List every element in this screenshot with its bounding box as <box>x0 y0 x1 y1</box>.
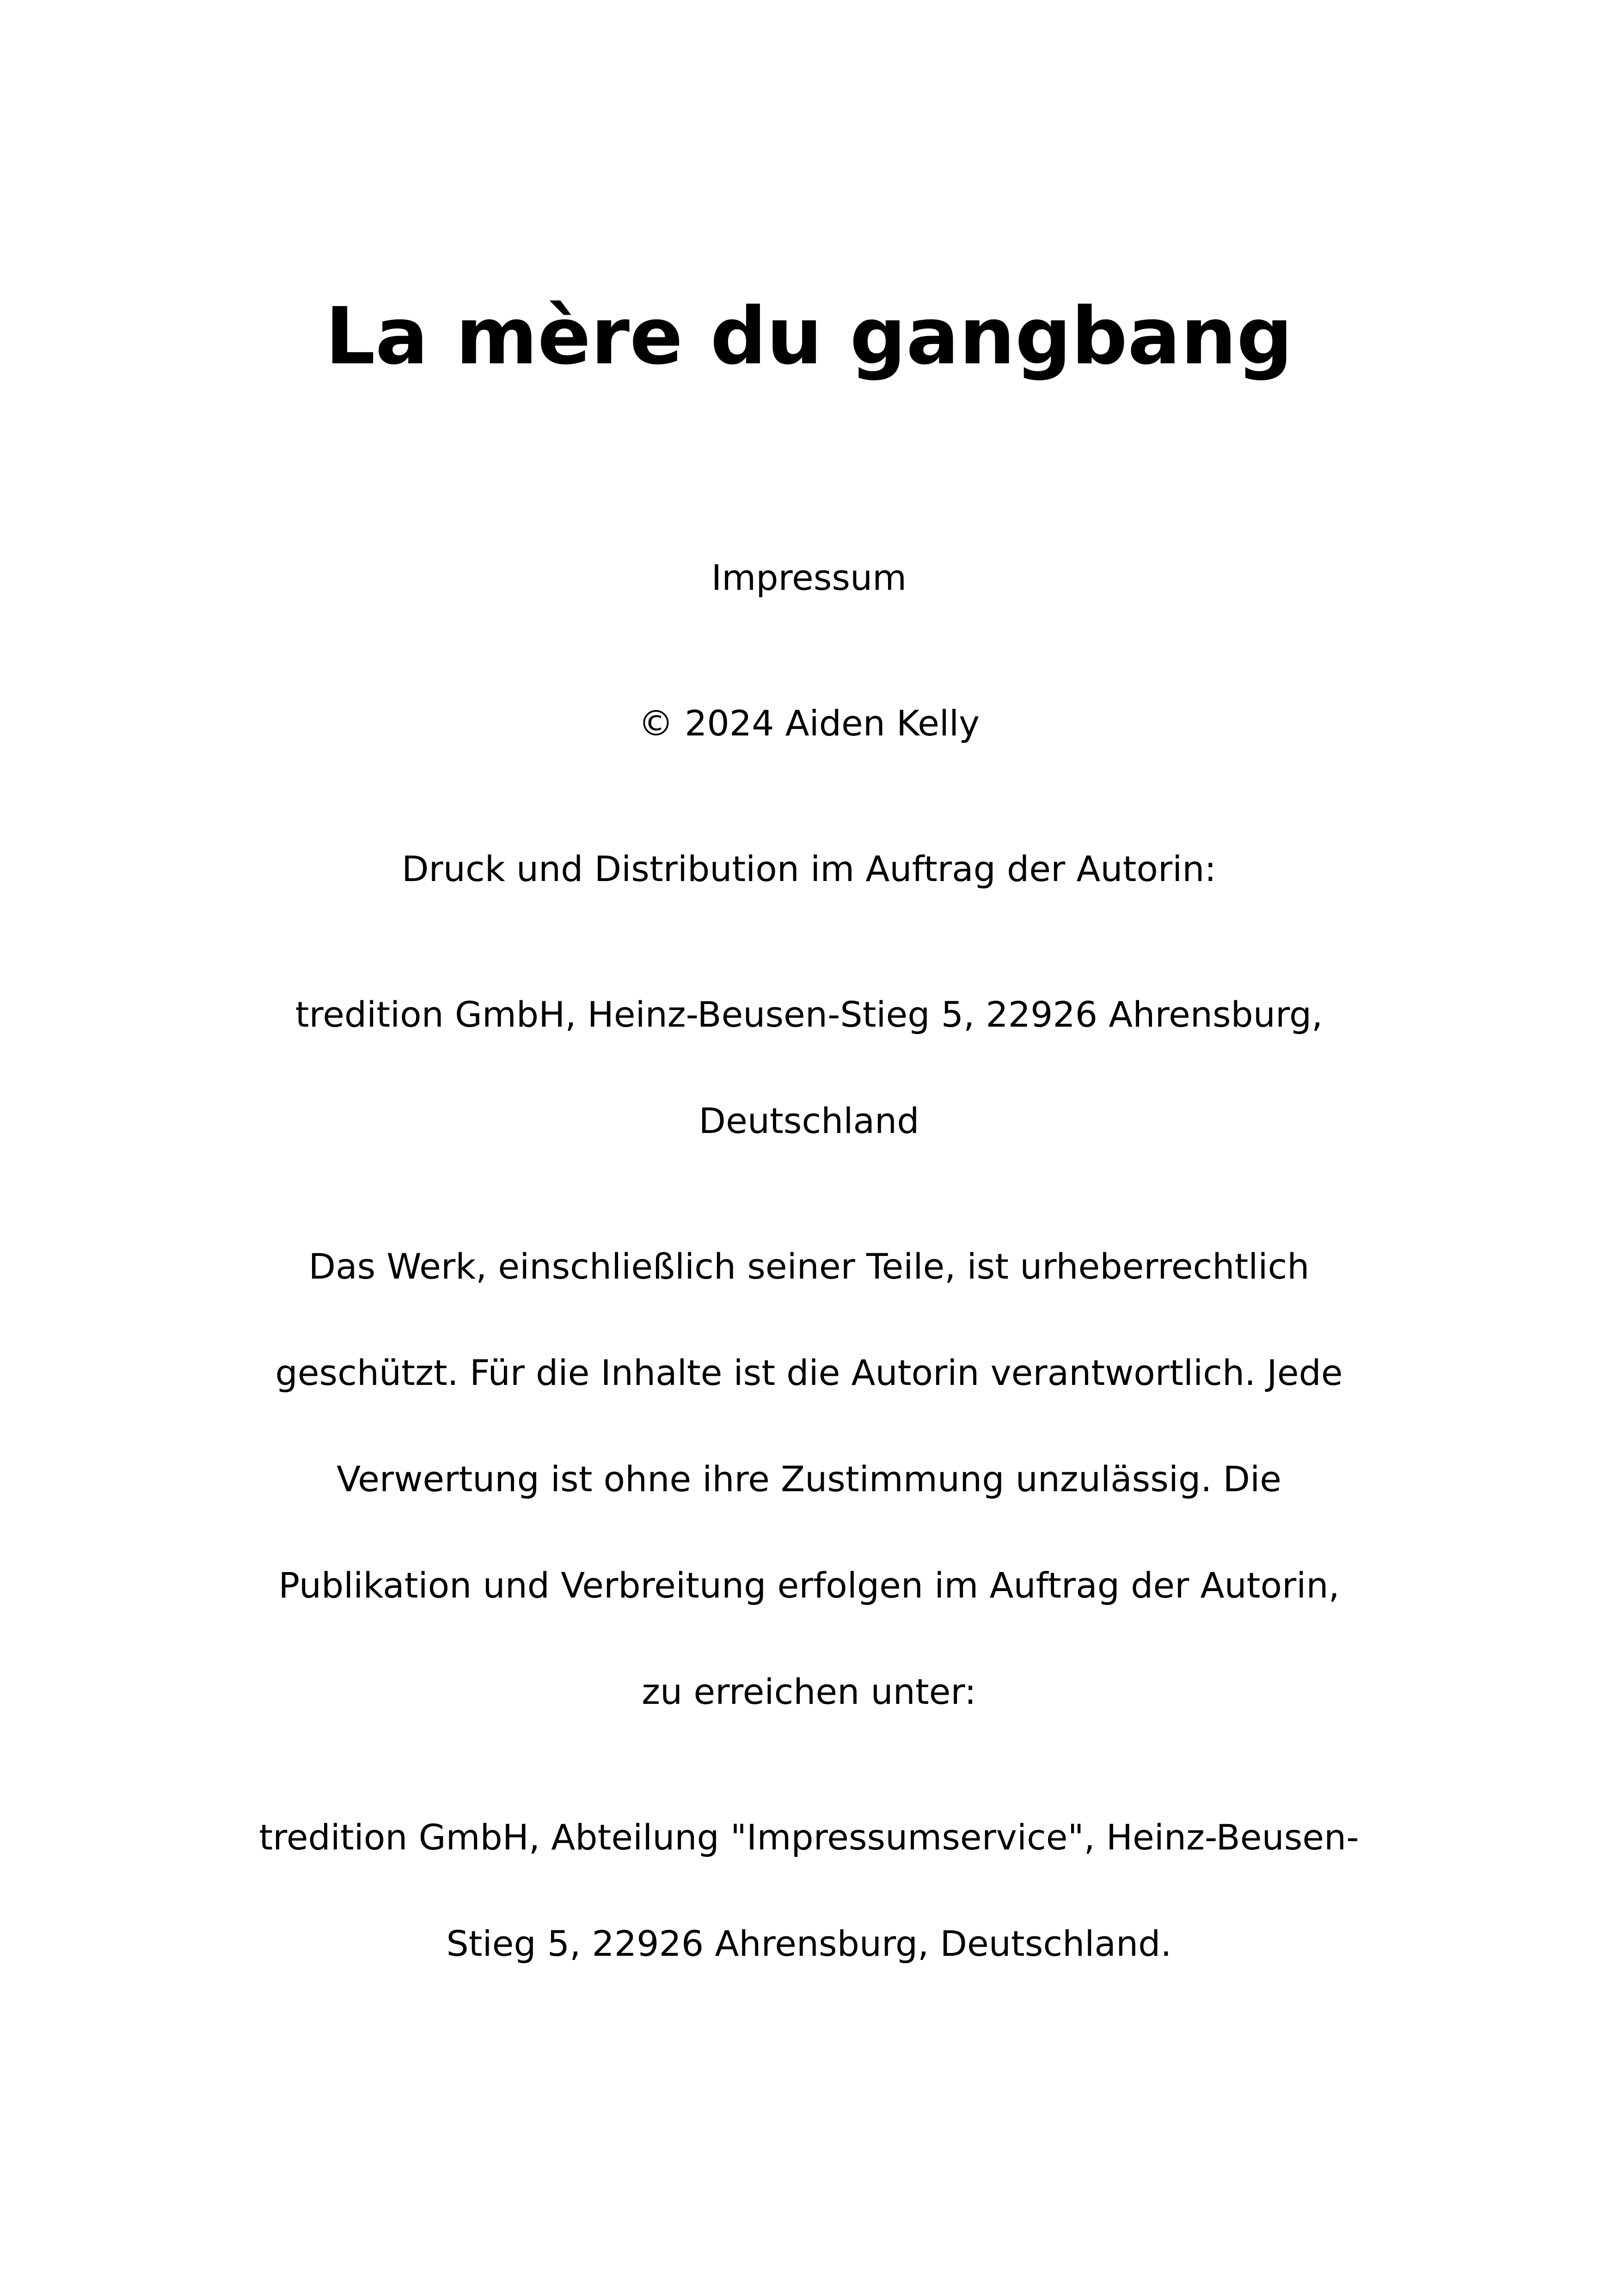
book-title: La mère du gangbang <box>325 291 1293 382</box>
copyright-line: © 2024 Aiden Kelly <box>638 703 980 744</box>
distribution-label: Druck und Distribution im Auftrag der Autorin: <box>401 848 1217 889</box>
copyright-notice-line-3: Verwertung ist ohne ihre Zustimmung unzulässig. Die <box>337 1458 1281 1500</box>
copyright-notice-line-1: Das Werk, einschließlich seiner Teile, ist urheberrechtlich <box>308 1246 1310 1287</box>
copyright-notice-line-5: zu erreichen unter: <box>642 1671 976 1712</box>
contact-address-line-1: tredition GmbH, Abteilung "Impressumservice", Heinz-Beusen- <box>259 1817 1359 1858</box>
copyright-notice-line-2: geschützt. Für die Inhalte ist die Autorin verantwortlich. Jede <box>275 1352 1343 1393</box>
copyright-notice-line-4: Publikation und Verbreitung erfolgen im Auftrag der Autorin, <box>278 1565 1340 1606</box>
publisher-address-line-1: tredition GmbH, Heinz-Beusen-Stieg 5, 22926 Ahrensburg, <box>295 994 1323 1035</box>
contact-address-line-2: Stieg 5, 22926 Ahrensburg, Deutschland. <box>446 1923 1172 1964</box>
publisher-address-line-2: Deutschland <box>699 1100 919 1141</box>
imprint-heading: Impressum <box>711 557 907 598</box>
